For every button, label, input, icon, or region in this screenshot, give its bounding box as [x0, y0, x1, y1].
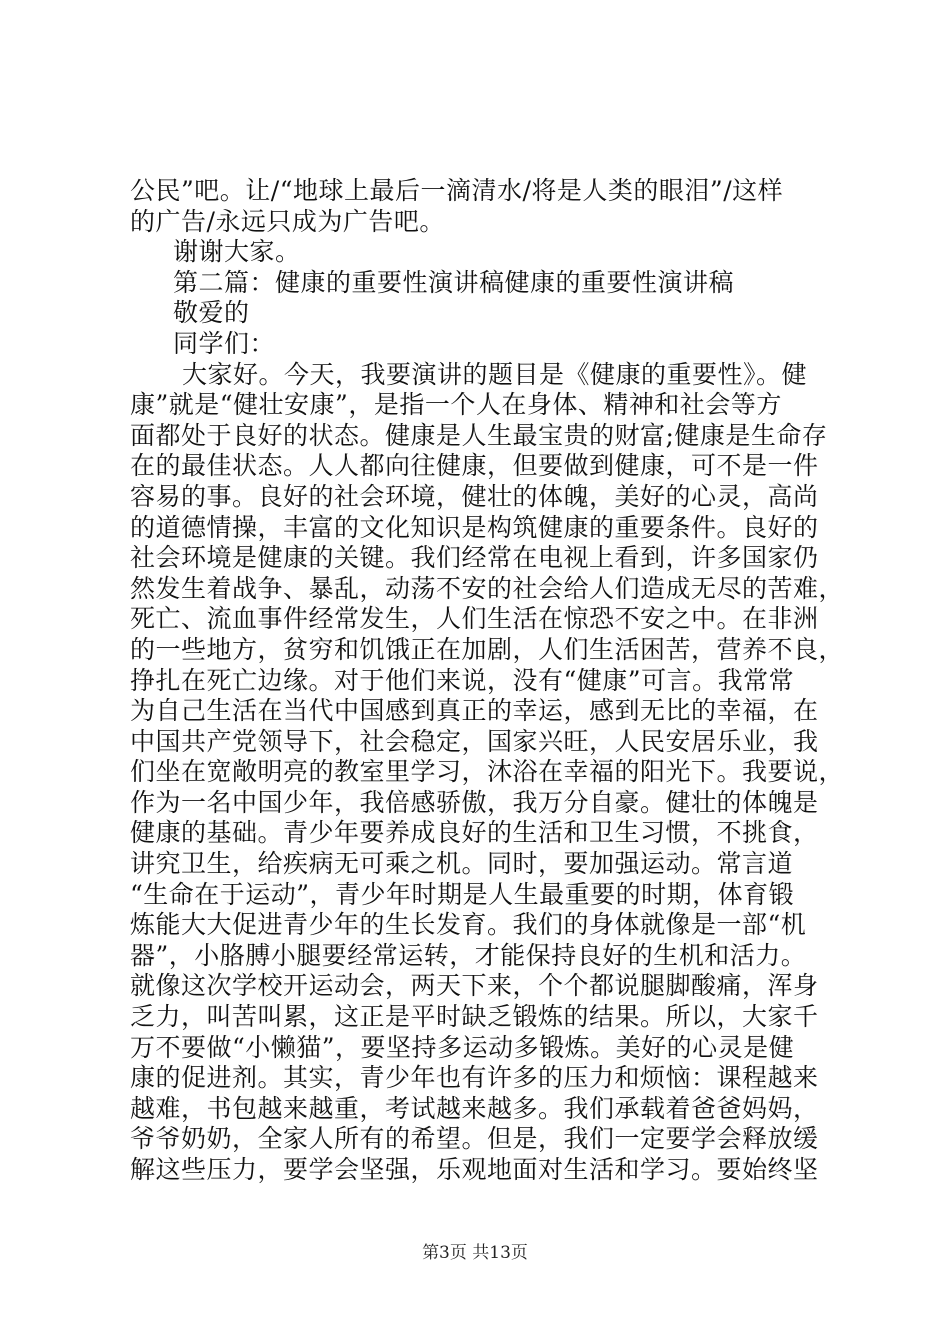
text-line: 大家好。今天，我要演讲的题目是《健康的重要性》。健: [182, 359, 808, 389]
text-line: 万不要做“小懒猫”，要坚持多运动多锻炼。美好的心灵是健: [130, 1032, 795, 1062]
text-line: 在的最佳状态。人人都向往健康，但要做到健康，可不是一件: [130, 451, 819, 481]
text-line: 的广告/永远只成为广告吧。: [130, 206, 445, 236]
text-line: 乏力，叫苦叫累，这正是平时缺乏锻炼的结果。所以，大家千: [130, 1002, 819, 1032]
text-line: 社会环境是健康的关键。我们经常在电视上看到，许多国家仍: [130, 543, 819, 573]
text-line: 康”就是“健壮安康”，是指一个人在身体、精神和社会等方: [130, 390, 782, 420]
text-line: 们坐在宽敞明亮的教室里学习，沐浴在幸福的阳光下。我要说，: [130, 757, 845, 787]
text-line: 的一些地方，贫穷和饥饿正在加剧，人们生活困苦，营养不良，: [130, 634, 845, 664]
text-line: 容易的事。良好的社会环境，健壮的体魄，美好的心灵，高尚: [130, 481, 819, 511]
text-line: 器”，小胳膊小腿要经常运转，才能保持良好的生机和活力。: [130, 940, 807, 970]
text-line: 康的促进剂。其实，青少年也有许多的压力和烦恼：课程越来: [130, 1063, 819, 1093]
text-line: “生命在于运动”，青少年时期是人生最重要的时期，体育锻: [130, 879, 795, 909]
text-line: 为自己生活在当代中国感到真正的幸运，感到无比的幸福，在: [130, 696, 819, 726]
text-line: 的道德情操，丰富的文化知识是构筑健康的重要条件。良好的: [130, 512, 819, 542]
text-line: 然发生着战争、暴乱，动荡不安的社会给人们造成无尽的苦难，: [130, 573, 845, 603]
text-line: 解这些压力，要学会坚强，乐观地面对生活和学习。要始终坚: [130, 1155, 819, 1184]
text-line: 公民”吧。让/“地球上最后一滴清水/将是人类的眼泪”/这样: [130, 176, 784, 205]
text-line: 死亡、流血事件经常发生，人们生活在惊恐不安之中。在非洲: [130, 604, 819, 634]
text-line: 作为一名中国少年，我倍感骄傲，我万分自豪。健壮的体魄是: [130, 787, 819, 817]
text-line: 谢谢大家。: [173, 237, 301, 267]
salutation-line: 敬爱的: [173, 298, 250, 328]
page-number-footer: 第3页 共13页: [422, 1243, 528, 1263]
text-line: 挣扎在死亡边缘。对于他们来说，没有“健康”可言。我常常: [130, 665, 795, 695]
document-body: [130, 176, 845, 1186]
text-line: 面都处于良好的状态。健康是人生最宝贵的财富;健康是生命存: [130, 420, 828, 450]
text-line: 讲究卫生，给疾病无可乘之机。同时，要加强运动。常言道: [130, 849, 794, 879]
text-line: 健康的基础。青少年要养成良好的生活和卫生习惯，不挑食，: [130, 818, 819, 848]
text-line: 越难，书包越来越重，考试越来越多。我们承载着爸爸妈妈，: [130, 1093, 819, 1123]
text-line: 中国共产党领导下，社会稳定，国家兴旺，人民安居乐业，我: [130, 726, 819, 756]
salutation-line: 同学们：: [173, 328, 276, 358]
text-line: 爷爷奶奶，全家人所有的希望。但是，我们一定要学会释放缓: [130, 1124, 819, 1154]
text-line: 就像这次学校开运动会，两天下来，个个都说腿脚酸痛，浑身: [130, 971, 819, 1001]
section-heading: 第二篇：健康的重要性演讲稿健康的重要性演讲稿: [173, 267, 735, 297]
text-line: 炼能大大促进青少年的生长发育。我们的身体就像是一部“机: [130, 910, 807, 940]
